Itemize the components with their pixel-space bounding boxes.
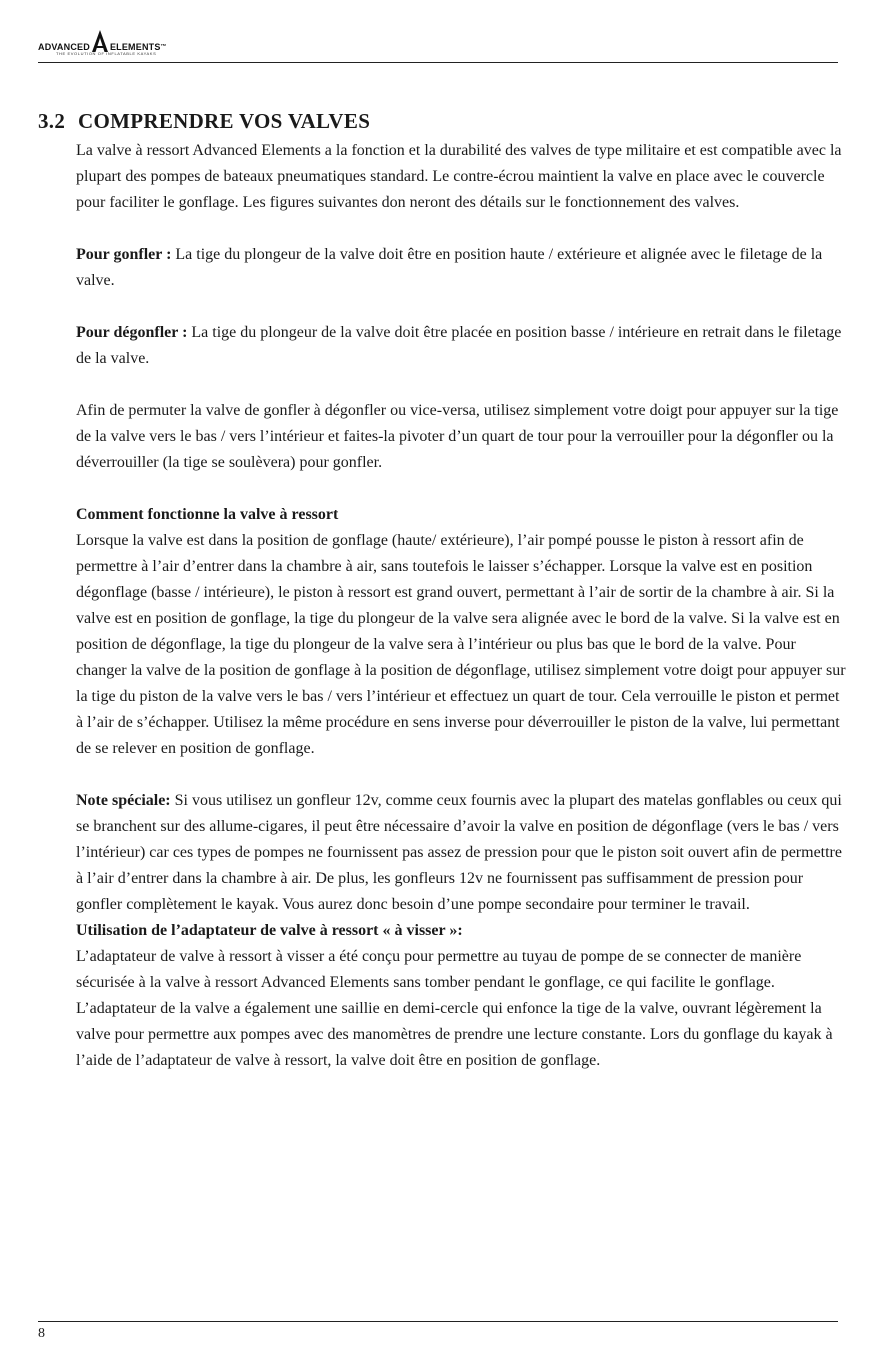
adapter-heading: Utilisation de l’adaptateur de valve à ressort « à visser »: [76,922,463,939]
deflate-text: La tige du plongeur de la valve doit être placée en position basse / intérieure en retrait dans le filetage de la valve. [76,324,842,367]
section-title [38,109,370,134]
brand-tagline: THE EVOLUTION OF INFLATABLE KAYAKS [56,51,157,56]
inflate-paragraph [76,242,846,294]
page-content [76,138,846,1074]
deflate-label: Pour dégonfler : [76,324,188,341]
logo-trademark: ™ [160,44,167,50]
logo-a-mark-icon [91,30,109,52]
logo-word-left: ADVANCED [38,42,90,52]
note-label: Note spéciale: [76,792,171,809]
inflate-text: La tige du plongeur de la valve doit être en position haute / extérieure et alignée avec le filetage de la valve. [76,246,823,289]
spacer [76,762,846,788]
how-it-works-paragraph: Lorsque la valve est dans la position de gonflage (haute/ extérieure), l’air pompé pousse le piston à ressort afin de permettre à l’air d’entrer dans la chambre à air, sans toutefois le laisser s’échapper. Lorsque la valve est en position dégonflage (basse / intérieure), le piston à ressort est grand ouvert, permettant à l’air de sortir de la chambre à air. Si la valve est en position de gonflage, la tige du plongeur de la valve sera alignée avec le bord de la valve. Si la valve est en position de dégonflage, la tige du plongeur de la valve sera à l’intérieur ou plus bas que le bord de la valve. Pour changer la valve de la position de gonflage à la position de dégonflage, utilisez simplement votre doigt pour appuyer sur la tige du piston de la valve vers le bas / vers l’intérieur et effectuez un quart de tour. Cela verrouille le piston et permet à l’air de s’échapper. Utilisez la même procédure en sens inverse pour déverrouiller le piston de la valve, lui permettant de se relever en position de gonflage. [76,532,846,757]
how-it-works-heading: Comment fonctionne la valve à ressort [76,506,339,523]
header-rule [38,62,838,63]
spacer [76,372,846,398]
switch-paragraph: Afin de permuter la valve de gonfler à dégonfler ou vice-versa, utilisez simplement votre doigt pour appuyer sur la tige de la valve vers le bas / vers l’intérieur et faites-la pivoter d’un quart de tour pour la verrouiller pour la dégonfler ou la déverrouiller (la tige se soulèvera) pour gonfler. [76,402,839,471]
note-text: Si vous utilisez un gonfleur 12v, comme ceux fournis avec la plupart des matelas gonflables ou ceux qui se branchent sur des allume-cigares, il peut être nécessaire d’avoir la valve en position de dégonflage (vers le bas / vers l’intérieur) car ces types de pompes ne fournissent pas assez de pression pour que le piston soit ouvert afin de permettre à l’air d’entrer dans la chambre à air. De plus, les gonfleurs 12v ne fournissent pas suffisamment de pression pour gonfler complètement le kayak. Vous aurez donc besoin d’une pompe secondaire pour terminer le travail. [76,792,842,913]
section-title-text: COMPRENDRE VOS VALVES [78,109,371,133]
spacer [76,476,846,502]
section-number: 3.2 [38,109,66,133]
page-number: 8 [38,1326,45,1341]
adapter-paragraph: L’adaptateur de valve à ressort à visser a été conçu pour permettre au tuyau de pompe de se connecter de manière sécurisée à la valve à ressort Advanced Elements sans tomber pendant le gonflage, ce qui facilite le gonflage. L’adaptateur de la valve a également une saillie en demi-cercle qui enfonce la tige de la valve, ouvrant légèrement la valve pour permettre aux pompes avec des manomètres de prendre une lecture constante. Lors du gonflage du kayak à l’aide de l’adaptateur de valve à ressort, la valve doit être en position de gonflage. [76,948,833,1069]
deflate-paragraph [76,320,846,372]
footer-rule [38,1321,838,1322]
inflate-label: Pour gonfler : [76,246,172,263]
spacer [76,216,846,242]
brand-logo [38,30,338,52]
logo-word-right: ELEMENTS [109,42,161,52]
spacer [76,294,846,320]
brand-header [38,30,338,62]
intro-paragraph: La valve à ressort Advanced Elements a la fonction et la durabilité des valves de type militaire et est compatible avec la plupart des pompes de bateaux pneumatiques standard. Le contre-écrou maintient la valve en place avec le couvercle pour faciliter le gonflage. Les figures suivantes don neront des détails sur le fonctionnement des valves. [76,142,842,211]
note-paragraph [76,788,846,918]
